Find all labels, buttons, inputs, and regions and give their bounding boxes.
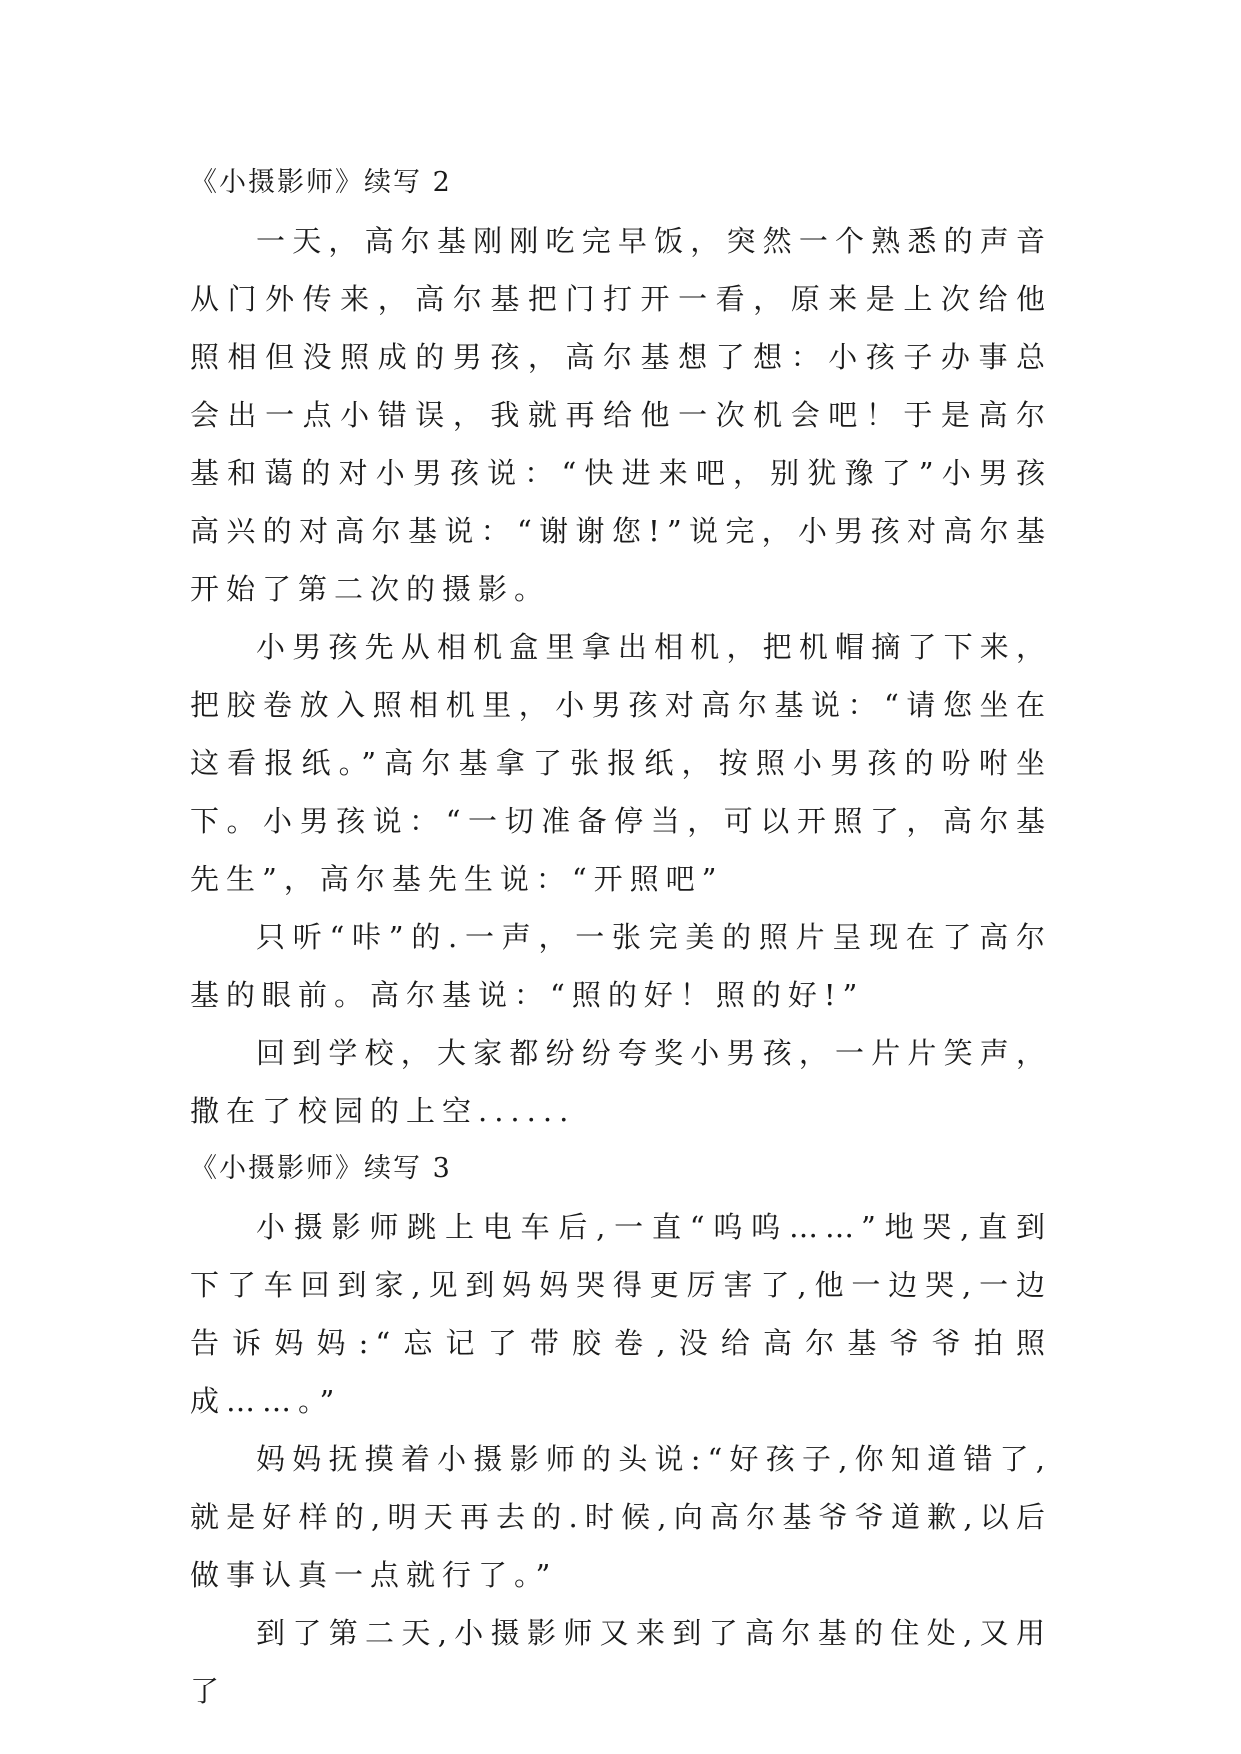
- section-continuation-3: [190, 1140, 1052, 1720]
- document-body: [190, 154, 1052, 1720]
- paragraph: 妈妈抚摸着小摄影师的头说:“好孩子,你知道错了,就是好样的,明天再去的.时候,向高尔基爷爷道歉,以后做事认真一点就行了。”: [190, 1442, 1052, 1592]
- paragraph: 一天，高尔基刚刚吃完早饭，突然一个熟悉的声音从门外传来，高尔基把门打开一看，原来是上次给他照相但没照成的男孩，高尔基想了想：小孩子办事总会出一点小错误，我就再给他一次机会吧！于是高尔基和蔼的对小男孩说：“快进来吧，别犹豫了”小男孩高兴的对高尔基说：“谢谢您!”说完，小男孩对高尔基开始了第二次的摄影。: [190, 224, 1052, 606]
- paragraph: 到了第二天,小摄影师又来到了高尔基的住处,又用了: [190, 1616, 1052, 1708]
- section-heading: 《小摄影师》续写 2: [190, 167, 452, 198]
- paragraph: 回到学校，大家都纷纷夸奖小男孩，一片片笑声，撒在了校园的上空......: [190, 1036, 1052, 1128]
- section-heading: 《小摄影师》续写 3: [190, 1153, 452, 1184]
- paragraph: 只听“咔”的.一声，一张完美的照片呈现在了高尔基的眼前。高尔基说：“照的好！照的好!”: [190, 920, 1052, 1012]
- section-continuation-2: [190, 154, 1052, 1140]
- paragraph: 小男孩先从相机盒里拿出相机，把机帽摘了下来，把胶卷放入照相机里，小男孩对高尔基说：“请您坐在这看报纸。”高尔基拿了张报纸，按照小男孩的吩咐坐下。小男孩说：“一切准备停当，可以开照了，高尔基先生”，高尔基先生说：“开照吧”: [190, 630, 1052, 896]
- paragraph: 小摄影师跳上电车后,一直“呜呜……”地哭,直到下了车回到家,见到妈妈哭得更厉害了,他一边哭,一边告诉妈妈:“忘记了带胶卷,没给高尔基爷爷拍照成……。”: [190, 1210, 1052, 1418]
